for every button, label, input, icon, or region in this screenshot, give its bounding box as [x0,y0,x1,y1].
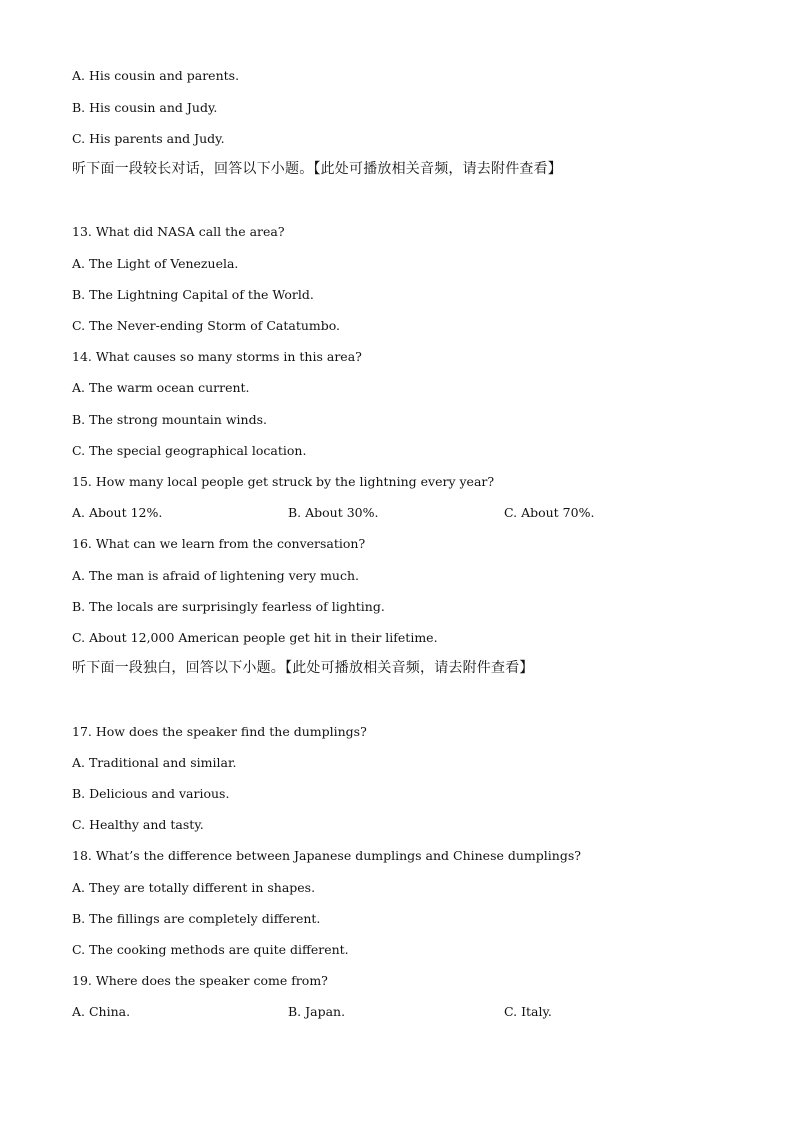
instruction-long-dialogue: 听下面一段较长对话，回答以下小题。【此处可播放相关音频，请去附件查看】 [72,161,562,177]
pre-option-b: B. His cousin and Judy. [72,100,218,115]
q19-option-b: B. Japan. [288,1004,346,1019]
q13-option-b: B. The Lightning Capital of the World. [72,287,314,302]
q14-option-b: B. The strong mountain winds. [72,412,267,427]
q16-option-a: A. The man is afraid of lightening very much. [72,568,359,583]
q17-option-c: C. Healthy and tasty. [72,817,204,832]
q18-option-c: C. The cooking methods are quite different. [72,942,349,957]
q17-question: 17. How does the speaker find the dumplings? [72,724,367,739]
q13-option-a: A. The Light of Venezuela. [72,256,239,271]
q19-option-a: A. China. [72,1004,131,1019]
q17-option-b: B. Delicious and various. [72,786,230,801]
q14-option-a: A. The warm ocean current. [72,380,250,395]
q15-option-a: A. About 12%. [72,505,163,520]
pre-option-a: A. His cousin and parents. [72,68,240,83]
q19-option-c: C. Italy. [504,1004,552,1019]
q18-question: 18. What’s the difference between Japanese dumplings and Chinese dumplings? [72,848,581,863]
q13-option-c: C. The Never-ending Storm of Catatumbo. [72,318,341,333]
q16-option-b: B. The locals are surprisingly fearless of lighting. [72,599,385,614]
instruction-monologue: 听下面一段独白，回答以下小题。【此处可播放相关音频，请去附件查看】 [72,660,534,676]
q16-option-c: C. About 12,000 American people get hit in their lifetime. [72,630,438,645]
q18-option-b: B. The fillings are completely different. [72,911,321,926]
q18-option-a: A. They are totally different in shapes. [72,880,316,895]
q14-option-c: C. The special geographical location. [72,443,307,458]
q15-option-b: B. About 30%. [288,505,379,520]
q17-option-a: A. Traditional and similar. [72,755,237,770]
pre-option-c: C. His parents and Judy. [72,131,225,146]
q15-question: 15. How many local people get struck by the lightning every year? [72,474,495,489]
q16-question: 16. What can we learn from the conversation? [72,536,366,551]
q13-question: 13. What did NASA call the area? [72,224,285,239]
q14-question: 14. What causes so many storms in this area? [72,349,362,364]
q19-question: 19. Where does the speaker come from? [72,973,328,988]
q15-option-c: C. About 70%. [504,505,595,520]
